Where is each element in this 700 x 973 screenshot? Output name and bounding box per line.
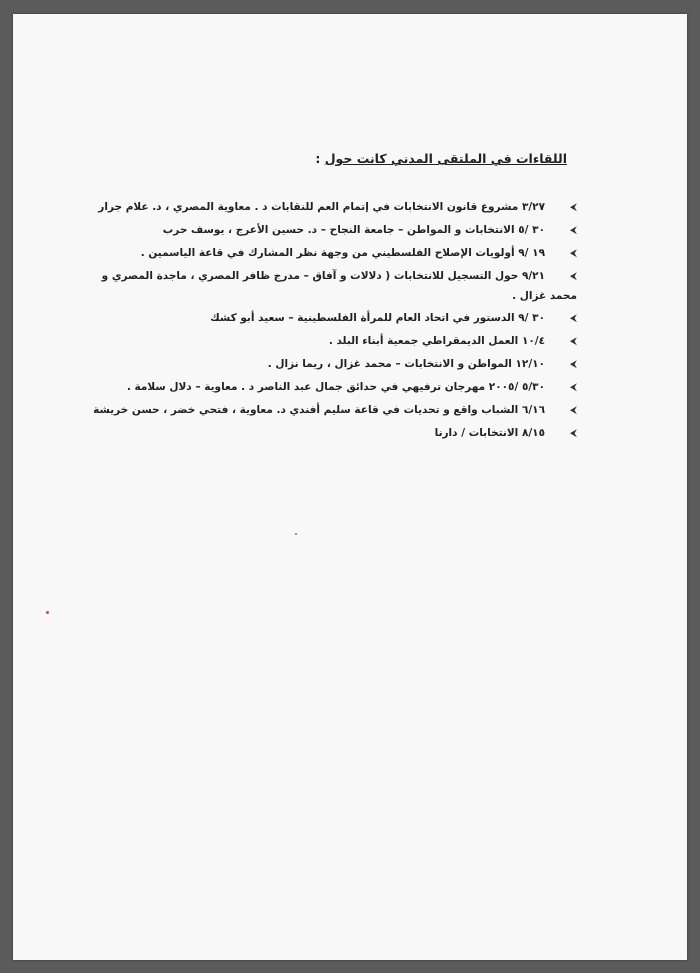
red-ink-speck	[46, 611, 49, 614]
list-item-continuation: محمد غزال .	[512, 290, 577, 302]
ink-speck	[295, 533, 297, 535]
list-item-text: ٣/٢٧ مشروع قانون الانتخابات في إتمام العم للنقابات د . معاوية المصري ، د. علام جرار	[98, 201, 545, 213]
list-item-text: ٨/١٥ الانتخابات / دارنا	[434, 427, 545, 439]
arrow-bullet-icon: ⮜	[569, 428, 577, 439]
list-item	[77, 307, 577, 330]
arrow-bullet-icon: ⮜	[569, 225, 577, 236]
list-item	[77, 196, 577, 219]
list-item-text: ٣٠ /٥ الانتخابات و المواطن – جامعة النجاح – د. حسين الأعرج ، يوسف حرب	[162, 224, 545, 236]
list-item	[77, 376, 577, 399]
list-item-text: ٣٠ /٩ الدستور في اتحاد العام للمرأة الفلسطينية – سعيد أبو كشك	[210, 312, 545, 324]
arrow-bullet-icon: ⮜	[569, 405, 577, 416]
list-item	[77, 242, 577, 265]
list-item-text: ١٢/١٠ المواطن و الانتخابات – محمد غزال ، ريما نزال .	[267, 358, 545, 370]
list-item	[77, 422, 577, 445]
meetings-list	[77, 196, 577, 445]
list-item-text: ١٩ /٩ أولويات الإصلاح الفلسطيني من وجهة نظر المشارك في قاعة الياسمين .	[140, 247, 545, 259]
list-item	[77, 330, 577, 353]
page-heading	[315, 151, 567, 166]
list-item	[77, 399, 577, 422]
arrow-bullet-icon: ⮜	[569, 202, 577, 213]
arrow-bullet-icon: ⮜	[569, 382, 577, 393]
heading-suffix: :	[315, 151, 325, 166]
document-page	[13, 14, 687, 960]
list-item	[77, 219, 577, 242]
list-item-text: ٥/٣٠ /٢٠٠٥ مهرجان ترفيهي في حدائق جمال عبد الناصر د . معاوية – دلال سلامة .	[126, 381, 545, 393]
heading-underlined-text: اللقاءات في الملتقى المدني كانت حول	[324, 151, 567, 166]
arrow-bullet-icon: ⮜	[569, 248, 577, 259]
arrow-bullet-icon: ⮜	[569, 271, 577, 282]
list-item-text: ١٠/٤ العمل الديمقراطي جمعية أبناء البلد .	[328, 335, 545, 347]
list-item-text: ٦/١٦ الشباب واقع و تحديات في قاعة سليم أفندي د. معاوية ، فتحي خضر ، حسن خريشة	[93, 404, 545, 416]
arrow-bullet-icon: ⮜	[569, 313, 577, 324]
list-item-text: ٩/٢١ حول التسجيل للانتخابات ( دلالات و آفاق – مدرج ظافر المصري ، ماجدة المصري و	[101, 270, 545, 282]
arrow-bullet-icon: ⮜	[569, 336, 577, 347]
list-item	[77, 265, 577, 307]
arrow-bullet-icon: ⮜	[569, 359, 577, 370]
list-item	[77, 353, 577, 376]
